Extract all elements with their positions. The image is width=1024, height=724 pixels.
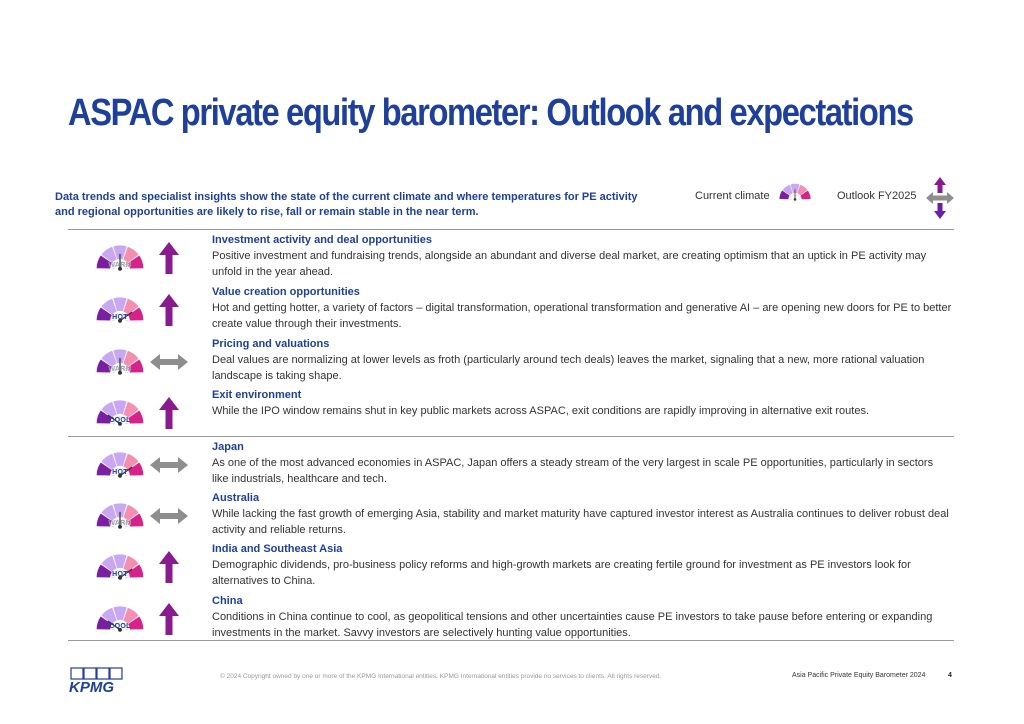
up-arrow-shape [159,603,179,635]
climate-label: HOT [112,571,128,578]
climate-gauge-icon [93,342,147,382]
gauge-tick [790,198,792,199]
barometer-row [0,338,1024,390]
row-title: India and Southeast Asia [212,543,343,555]
horizontal-arrow-shape [150,354,188,370]
row-title: China [212,595,243,607]
climate-label: WARM [108,366,132,373]
kpmg-logo-text: KPMG [69,679,114,695]
up-arrow-shape [159,294,179,326]
climate-gauge-icon [93,290,147,330]
page-title: ASPAC private equity barometer: Outlook and expectations [68,92,913,134]
climate-gauge-icon [93,238,147,278]
footer-copyright: © 2024 Copyright owned by one or more of the KPMG International entities. KPMG International entities provide no services to clients. All rights reserved. [220,673,662,680]
climate-label: HOT [112,469,128,476]
climate-label: HOT [112,314,128,321]
legend [695,176,965,220]
horizontal-arrow-shape [150,457,188,473]
intro-text: Data trends and specialist insights show the state of the current climate and where temperatures for PE activity and regional opportunities are likely to rise, fall or remain stable in the near term. [55,191,638,218]
climate-gauge-icon [93,547,147,587]
barometer-row [0,492,1024,544]
row-description: Deal values are normalizing at lower levels as froth (particularly around tech deals) leaves the market, signaling that a new, more rational valuation landscape is taking shape. [212,354,925,382]
legend-current-climate-label: Current climate [695,190,770,202]
barometer-row [0,441,1024,493]
barometer-row [0,543,1024,595]
row-description: While the IPO window remains shut in key public markets across ASPAC, exit conditions are rapidly improving in alternative exit routes. [212,405,870,417]
legend-stable-arrow [926,192,954,204]
barometer-row [0,234,1024,286]
legend-down-arrow [934,203,946,219]
barometer-row [0,595,1024,647]
legend-up-arrow [934,177,946,193]
outlook-up-arrow-icon [148,549,190,585]
outlook-up-arrow-icon [148,240,190,276]
outlook-up-arrow-icon [148,395,190,431]
legend-outlook-arrows-icon [925,176,955,220]
gauge-tick [798,196,799,197]
climate-label: WARM [108,262,132,269]
barometer-row [0,286,1024,338]
gauge-tick [791,196,792,197]
row-title: Pricing and valuations [212,338,330,350]
legend-gauge-icon [777,179,813,215]
outlook-stable-arrow-icon [148,344,190,380]
row-description: Conditions in China continue to cool, as geopolitical tensions and other uncertainties cause PE investors to take pause before entering or expanding investments in the market. Savvy investors are selectively hunting value opportunities. [212,611,933,639]
up-arrow-shape [159,397,179,429]
outlook-stable-arrow-icon [148,498,190,534]
outlook-up-arrow-icon [148,601,190,637]
barometer-row [0,389,1024,441]
row-title: Japan [212,441,244,453]
climate-gauge-icon [93,445,147,485]
legend-outlook-label: Outlook FY2025 [837,190,917,202]
gauge-hub [794,198,797,201]
row-description: While lacking the fast growth of emerging Asia, stability and market maturity have captured investor interest as Australia continues to deliver robust deal activity and reliable returns. [212,508,949,536]
footer-document-title: Asia Pacific Private Equity Barometer 2024 [792,672,926,679]
row-description: Demographic dividends, pro-business policy reforms and high-growth markets are creating fertile ground for investment as PE investors look for alternatives to China. [212,559,911,587]
kpmg-logo [68,667,128,695]
row-title: Value creation opportunities [212,286,360,298]
top-divider [68,229,954,230]
row-title: Australia [212,492,260,504]
gauge-tick [793,194,794,196]
gauge-tick [797,195,798,196]
page-number: 4 [948,672,952,679]
climate-gauge-icon [93,496,147,536]
outlook-stable-arrow-icon [148,447,190,483]
horizontal-arrow-shape [150,508,188,524]
gauge-tick [796,194,797,196]
climate-label: COOL [109,623,131,630]
outlook-up-arrow-icon [148,292,190,328]
row-title: Exit environment [212,389,302,401]
climate-label: COOL [109,417,131,424]
row-title: Investment activity and deal opportunities [212,234,433,246]
gauge-tick [792,195,793,196]
climate-gauge-icon [93,599,147,639]
up-arrow-shape [159,551,179,583]
row-description: As one of the most advanced economies in ASPAC, Japan offers a steady stream of the very largest in scale PE opportunities, particularly in sectors like industrials, healthcare and tech. [212,457,934,485]
gauge-tick [798,198,800,199]
up-arrow-shape [159,242,179,274]
climate-gauge-icon [93,393,147,433]
row-description: Positive investment and fundraising trends, alongside an abundant and diverse deal market, are creating optimism that an uptick in PE activity may unfold in the year ahead. [212,250,927,278]
row-description: Hot and getting hotter, a variety of factors – digital transformation, operational transformation and generative AI – are opening new doors for PE to better create value through their investments. [212,302,952,330]
climate-label: WARM [108,520,132,527]
